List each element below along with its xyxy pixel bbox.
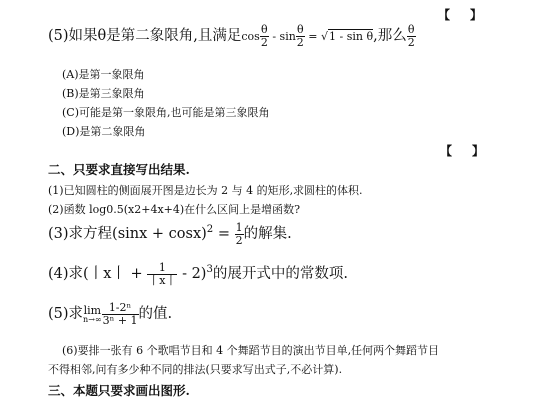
q5-suffix: ,那么 <box>373 28 407 45</box>
right-bracket: 】 <box>470 8 503 22</box>
q5-prefix: 如果θ是第二象限角,且满足 <box>68 28 242 45</box>
option-a: (A)是第一象限角 <box>62 68 145 81</box>
theta-over-2-a: $\frac{\theta}{2}$ <box>260 23 268 49</box>
section2-title: 二、只要求直接写出结果. <box>48 162 190 177</box>
answer-bracket-2: 【】 <box>440 144 505 158</box>
sin-text: sin <box>279 30 296 44</box>
sqrt-expression: √1 - sin θ <box>321 30 374 44</box>
left-bracket: 【 <box>438 8 471 22</box>
theta-over-2-c: $\frac{\theta}{2}$ <box>407 23 415 49</box>
limit-fraction: $\frac{\text{1-2ⁿ}}{\text{3ⁿ + 1}}$ <box>102 301 138 327</box>
s2-item3: (3)求方程$(\sin x + \cos x)^2$ = $\frac{1}{2}$ 的解集. <box>48 221 292 247</box>
q5-label: (5) <box>48 28 69 45</box>
s2-item2: (2)函数 log0.5(x2+4x+4)在什么区间上是增函数? <box>48 203 301 216</box>
s2-item5: (5)求 lim n→∞ $\frac{\text{1-2ⁿ}}{\text{3ⁿ + 1}}$ 的值. <box>48 301 173 327</box>
option-b: (B)是第三象限角 <box>62 87 145 100</box>
theta-over-2-b: $\frac{\theta}{2}$ <box>296 23 304 49</box>
s2-item6-line1: (6)要排一张有 6 个歌唱节目和 4 个舞蹈节目的演出节目单,任何两个舞蹈节目 <box>62 344 440 357</box>
option-d: (D)是第二象限角 <box>62 125 146 138</box>
s2-item4: (4)求(丨x丨 + $\frac{1}{\text{丨x丨}}$ - 2)$^3$的展开式中的常数项. <box>48 261 349 287</box>
limit-operator: lim n→∞ <box>83 303 102 324</box>
s2-item1: (1)已知圆柱的侧面展开图是边长为 2 与 4 的矩形,求圆柱的体积. <box>48 184 363 197</box>
one-over-abs-x-fraction: $\frac{1}{\text{丨x丨}}$ <box>148 261 177 287</box>
q5-stem: (5)如果θ是第二象限角,且满足cos $\frac{\theta}{2}$ - sin $\frac{\theta}{2}$ = √1 - sin θ,那么 $\frac{\theta}{2}$ <box>48 23 415 49</box>
option-c: (C)可能是第一象限角,也可能是第三象限角 <box>62 106 270 119</box>
section3-title: 三、本题只要求画出图形. <box>48 383 190 398</box>
answer-bracket-top <box>438 6 502 23</box>
cos-text: cos <box>241 30 260 44</box>
s2-item6-line2: 不得相邻,问有多少种不同的排法(只要求写出式子,不必计算). <box>48 363 343 376</box>
one-half-fraction: $\frac{1}{2}$ <box>235 221 243 247</box>
